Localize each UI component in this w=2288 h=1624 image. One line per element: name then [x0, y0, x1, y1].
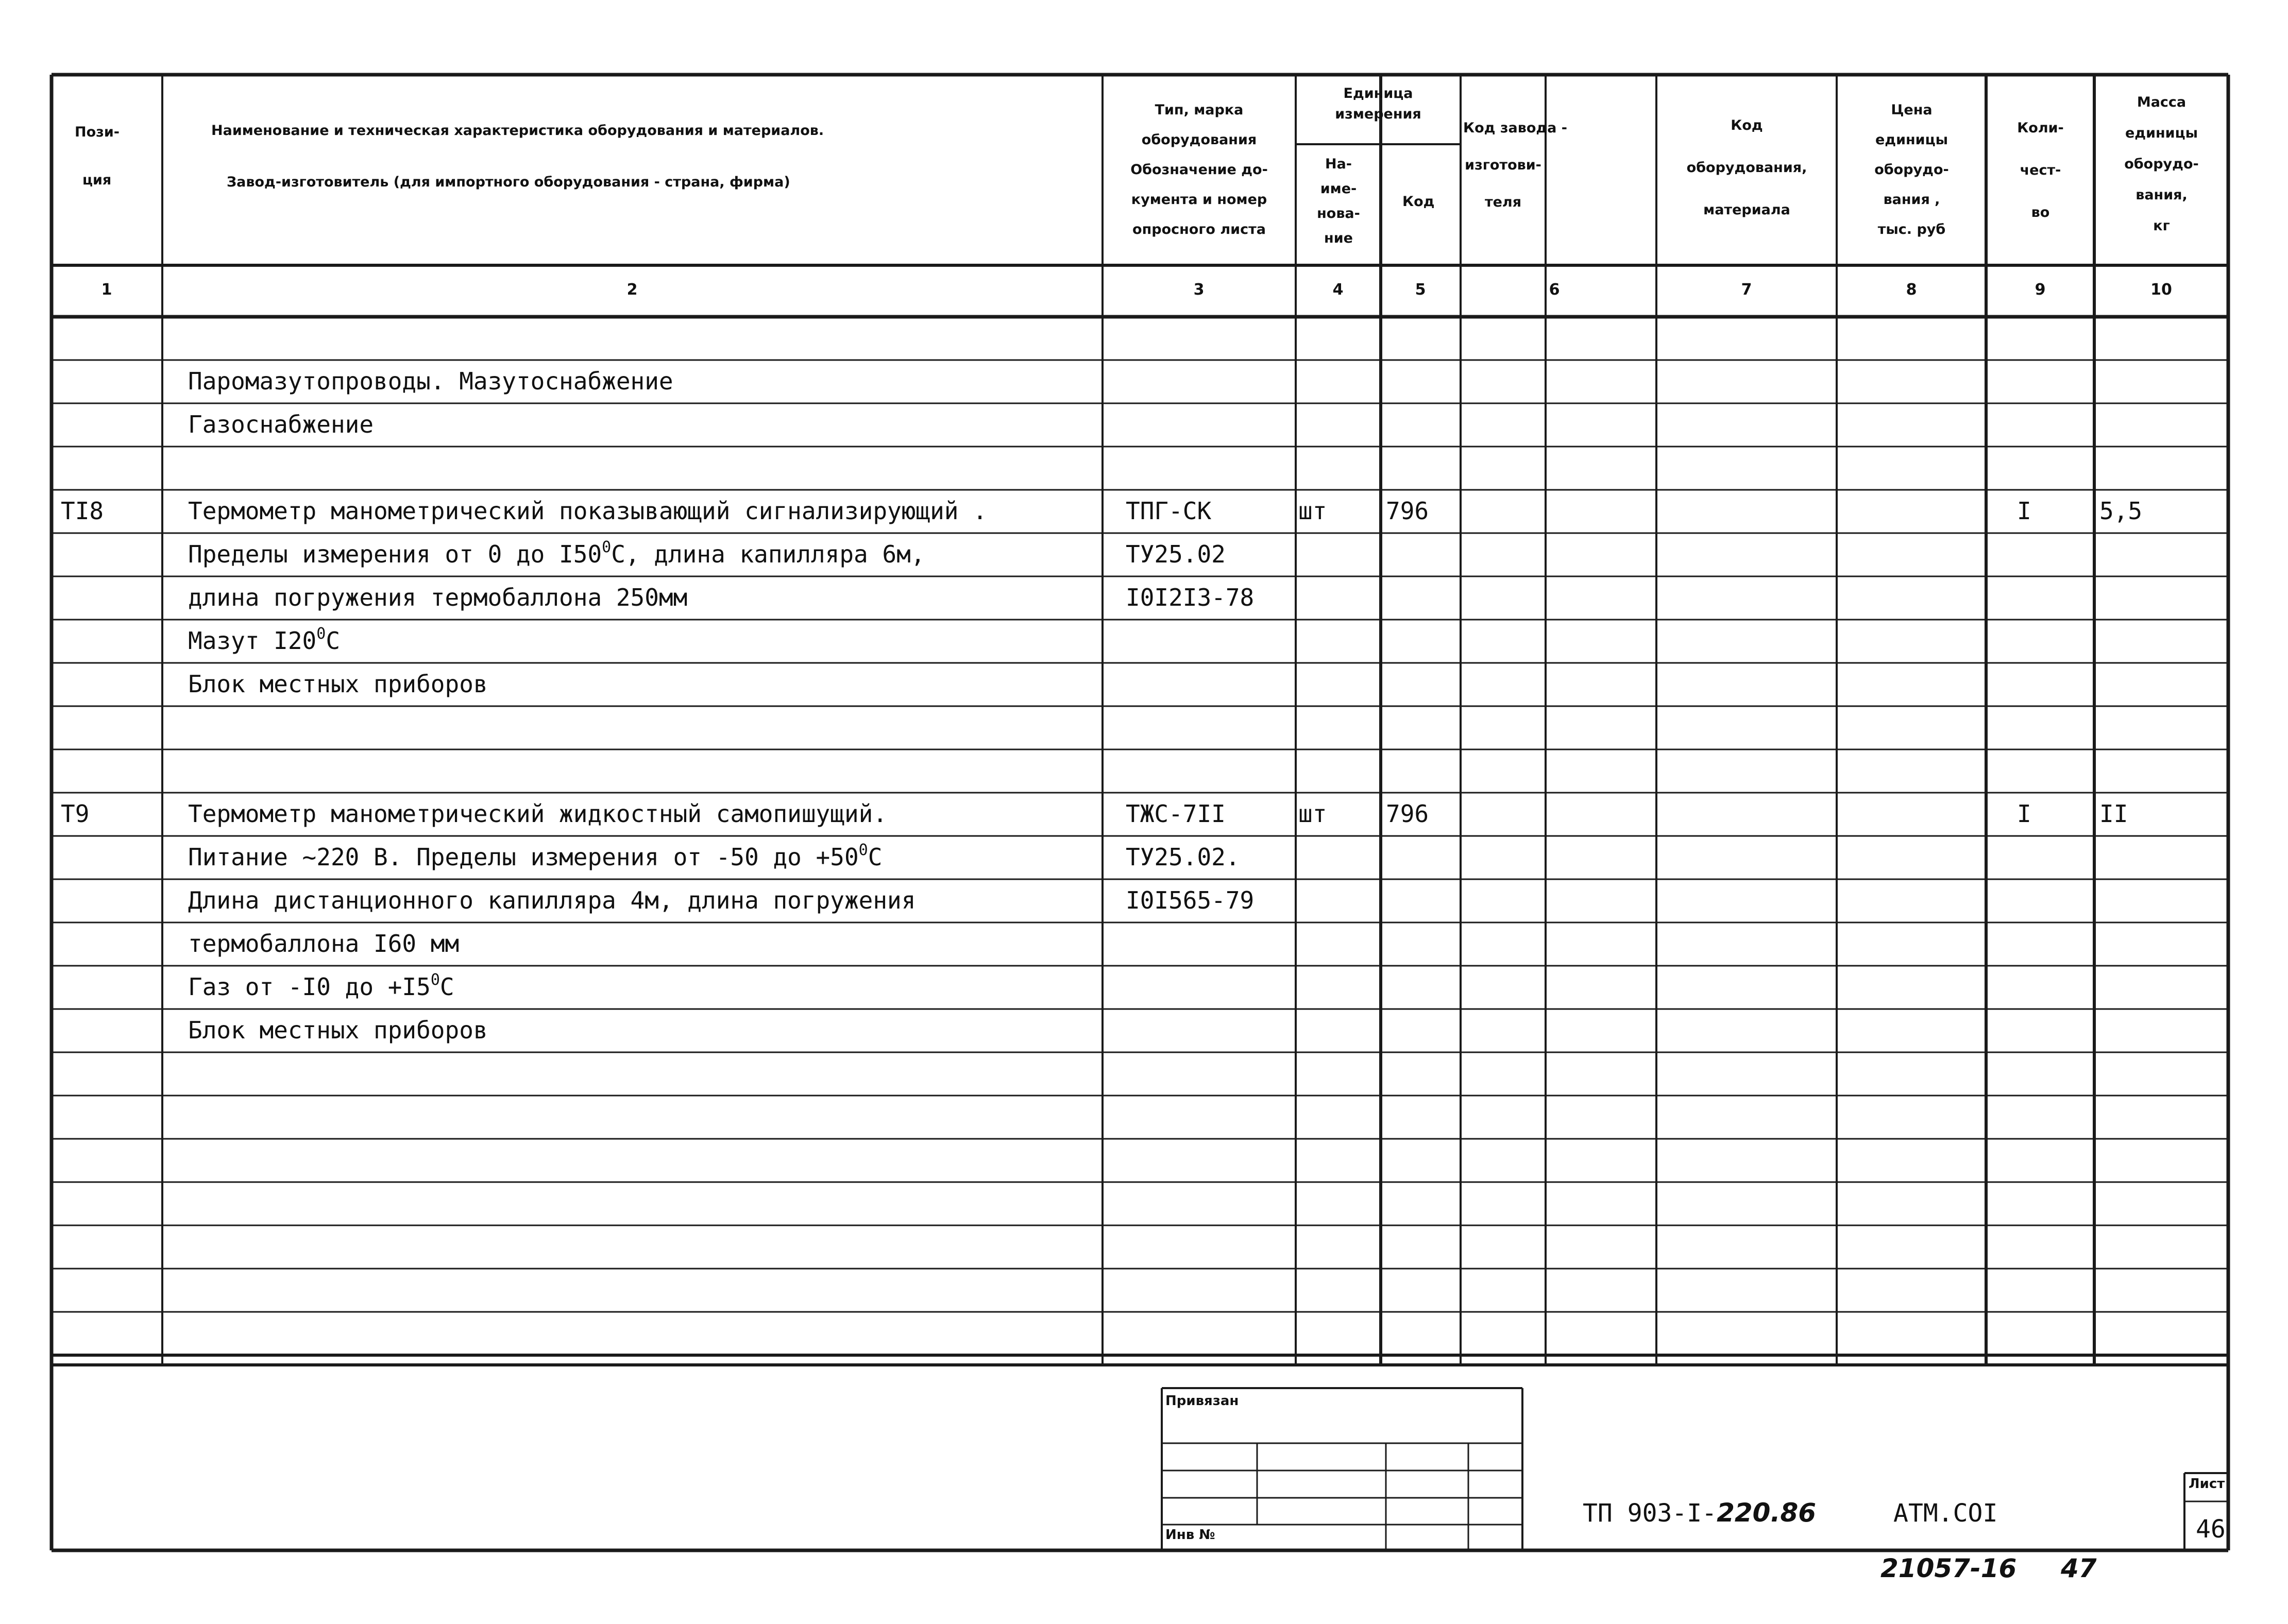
archive-number: 21057-16 — [1880, 1553, 2017, 1583]
row-name: Длина дистанционного капилляра 4м, длина погружения — [188, 886, 916, 914]
row-name: Газ от -I0 до $+I5^0C$ — [188, 971, 454, 1001]
row-position: ТI8 — [61, 497, 104, 525]
document-code-suffix: АТМ.СОI — [1893, 1499, 1998, 1528]
degree-superscript: 0 — [430, 971, 440, 989]
row-unit-code: 796 — [1386, 800, 1429, 828]
row-name-tail: C — [326, 627, 341, 655]
hdr-col8-line: вания , — [1883, 192, 1940, 208]
hdr-col3-line: опросного листа — [1132, 221, 1266, 237]
row-name-tail: C, длина капилляра 6м, — [611, 540, 925, 568]
row-name: Питание ~220 В. Пределы измерения от -50 до $+50^0C$ — [188, 841, 883, 871]
row-type: I0I565-79 — [1126, 886, 1255, 914]
hdr-col6-line: Код завода - — [1463, 120, 1567, 136]
row-position: Т9 — [61, 800, 90, 828]
column-number: 6 — [1549, 281, 1560, 299]
sheet-label: Лист — [2189, 1476, 2225, 1492]
hdr-col4-line: име- — [1320, 181, 1357, 197]
row-name-tail: C — [868, 843, 883, 871]
column-number: 10 — [2150, 281, 2172, 299]
hdr-col10-line: единицы — [2125, 125, 2198, 141]
row-mass: II — [2099, 800, 2128, 828]
row-quantity: I — [2017, 497, 2031, 525]
row-unit: шт — [1298, 497, 1327, 525]
row-name: Газоснабжение — [188, 411, 374, 438]
hdr-col10-line: вания, — [2136, 187, 2188, 203]
row-name: Термометр манометрический жидкостный самопишущий. — [188, 800, 888, 828]
hdr-col7-line: Код — [1731, 117, 1763, 133]
degree-superscript: 0 — [602, 538, 612, 556]
hdr-col8-line: единицы — [1875, 132, 1948, 148]
row-name: Блок местных приборов — [188, 670, 488, 698]
header-name-label-1: Наименование и техническая характеристика оборудования и материалов. — [211, 123, 824, 139]
hdr-col3-line: Обозначение до- — [1130, 162, 1268, 178]
hdr-col4-line: нова- — [1317, 206, 1360, 221]
column-number: 2 — [626, 281, 638, 299]
row-unit-code: 796 — [1386, 497, 1429, 525]
hdr-col9-line: чест- — [2020, 162, 2061, 178]
row-name: Блок местных приборов — [188, 1016, 488, 1044]
column-number: 3 — [1193, 281, 1205, 299]
row-quantity: I — [2017, 800, 2031, 828]
degree-superscript: 0 — [316, 625, 326, 643]
row-name: Термометр манометрический показывающий сигнализирующий . — [188, 497, 987, 525]
column-number: 5 — [1415, 281, 1426, 299]
column-number: 8 — [1906, 281, 1917, 299]
hdr-col3-line: Тип, марка — [1155, 102, 1244, 118]
degree-superscript: 0 — [858, 841, 868, 859]
hdr-col4-line: На- — [1325, 156, 1352, 172]
column-number: 9 — [2035, 281, 2046, 299]
row-name: длина погружения термобаллона 250мм — [188, 584, 688, 611]
hdr-col7-line: материала — [1703, 202, 1790, 218]
hdr-col6-line: теля — [1484, 194, 1522, 210]
header-unit-code-label: Код — [1402, 194, 1435, 210]
row-type: ТЖС-7II — [1126, 800, 1226, 828]
bound-label: Привязан — [1165, 1393, 1239, 1409]
document-code-handwritten: 220.86 — [1717, 1498, 1817, 1528]
hdr-col9-line: Коли- — [2017, 120, 2064, 136]
hdr-col10-line: оборудо- — [2124, 156, 2199, 172]
row-unit: шт — [1298, 800, 1327, 828]
inventory-label: Инв № — [1165, 1527, 1215, 1543]
hdr-col3-line: оборудования — [1141, 132, 1257, 148]
column-number: 7 — [1741, 281, 1752, 299]
hdr-col8-line: тыс. руб — [1877, 221, 1946, 237]
hdr-col8-line: Цена — [1891, 102, 1933, 118]
header-position-label-2: ция — [82, 172, 112, 188]
row-type: ТПГ-СК — [1126, 497, 1212, 525]
header-position-label-1: Пози- — [75, 124, 120, 140]
document-code — [1583, 1500, 1997, 1526]
sheet-number: 46 — [2196, 1515, 2226, 1544]
hdr-col45-line: Единица — [1343, 86, 1413, 101]
row-mass: 5,5 — [2099, 497, 2143, 525]
row-name: Мазут $I20^0C$ — [188, 625, 341, 655]
hdr-col7-line: оборудования, — [1686, 160, 1807, 176]
row-name: Паромазутопроводы. Мазутоснабжение — [188, 367, 673, 395]
row-name: Пределы измерения от 0 до $I50^0C$, длина капилляра 6м, — [188, 538, 925, 568]
hdr-col6-line: изготови- — [1465, 157, 1541, 173]
hdr-col10-line: кг — [2153, 218, 2170, 234]
hdr-col9-line: во — [2031, 204, 2050, 220]
header-name-label-2: Завод-изготовитель (для импортного оборудования - страна, фирма) — [227, 174, 790, 190]
column-number: 1 — [101, 281, 112, 299]
hdr-col45-line: измерения — [1335, 106, 1421, 122]
row-type: ТУ25.02. — [1126, 843, 1240, 871]
column-number: 4 — [1332, 281, 1344, 299]
page-number: 47 — [2061, 1553, 2097, 1583]
hdr-col3-line: кумента и номер — [1131, 192, 1267, 208]
hdr-col10-line: Масса — [2137, 94, 2187, 110]
row-type: ТУ25.02 — [1126, 540, 1226, 568]
row-name: термобаллона I60 мм — [188, 930, 460, 958]
row-type: I0I2I3-78 — [1126, 584, 1255, 611]
hdr-col4-line: ние — [1324, 230, 1353, 246]
row-name-tail: C — [439, 973, 454, 1001]
hdr-col8-line: оборудо- — [1874, 162, 1949, 178]
document-code-prefix: ТП 903-I- — [1583, 1499, 1717, 1528]
